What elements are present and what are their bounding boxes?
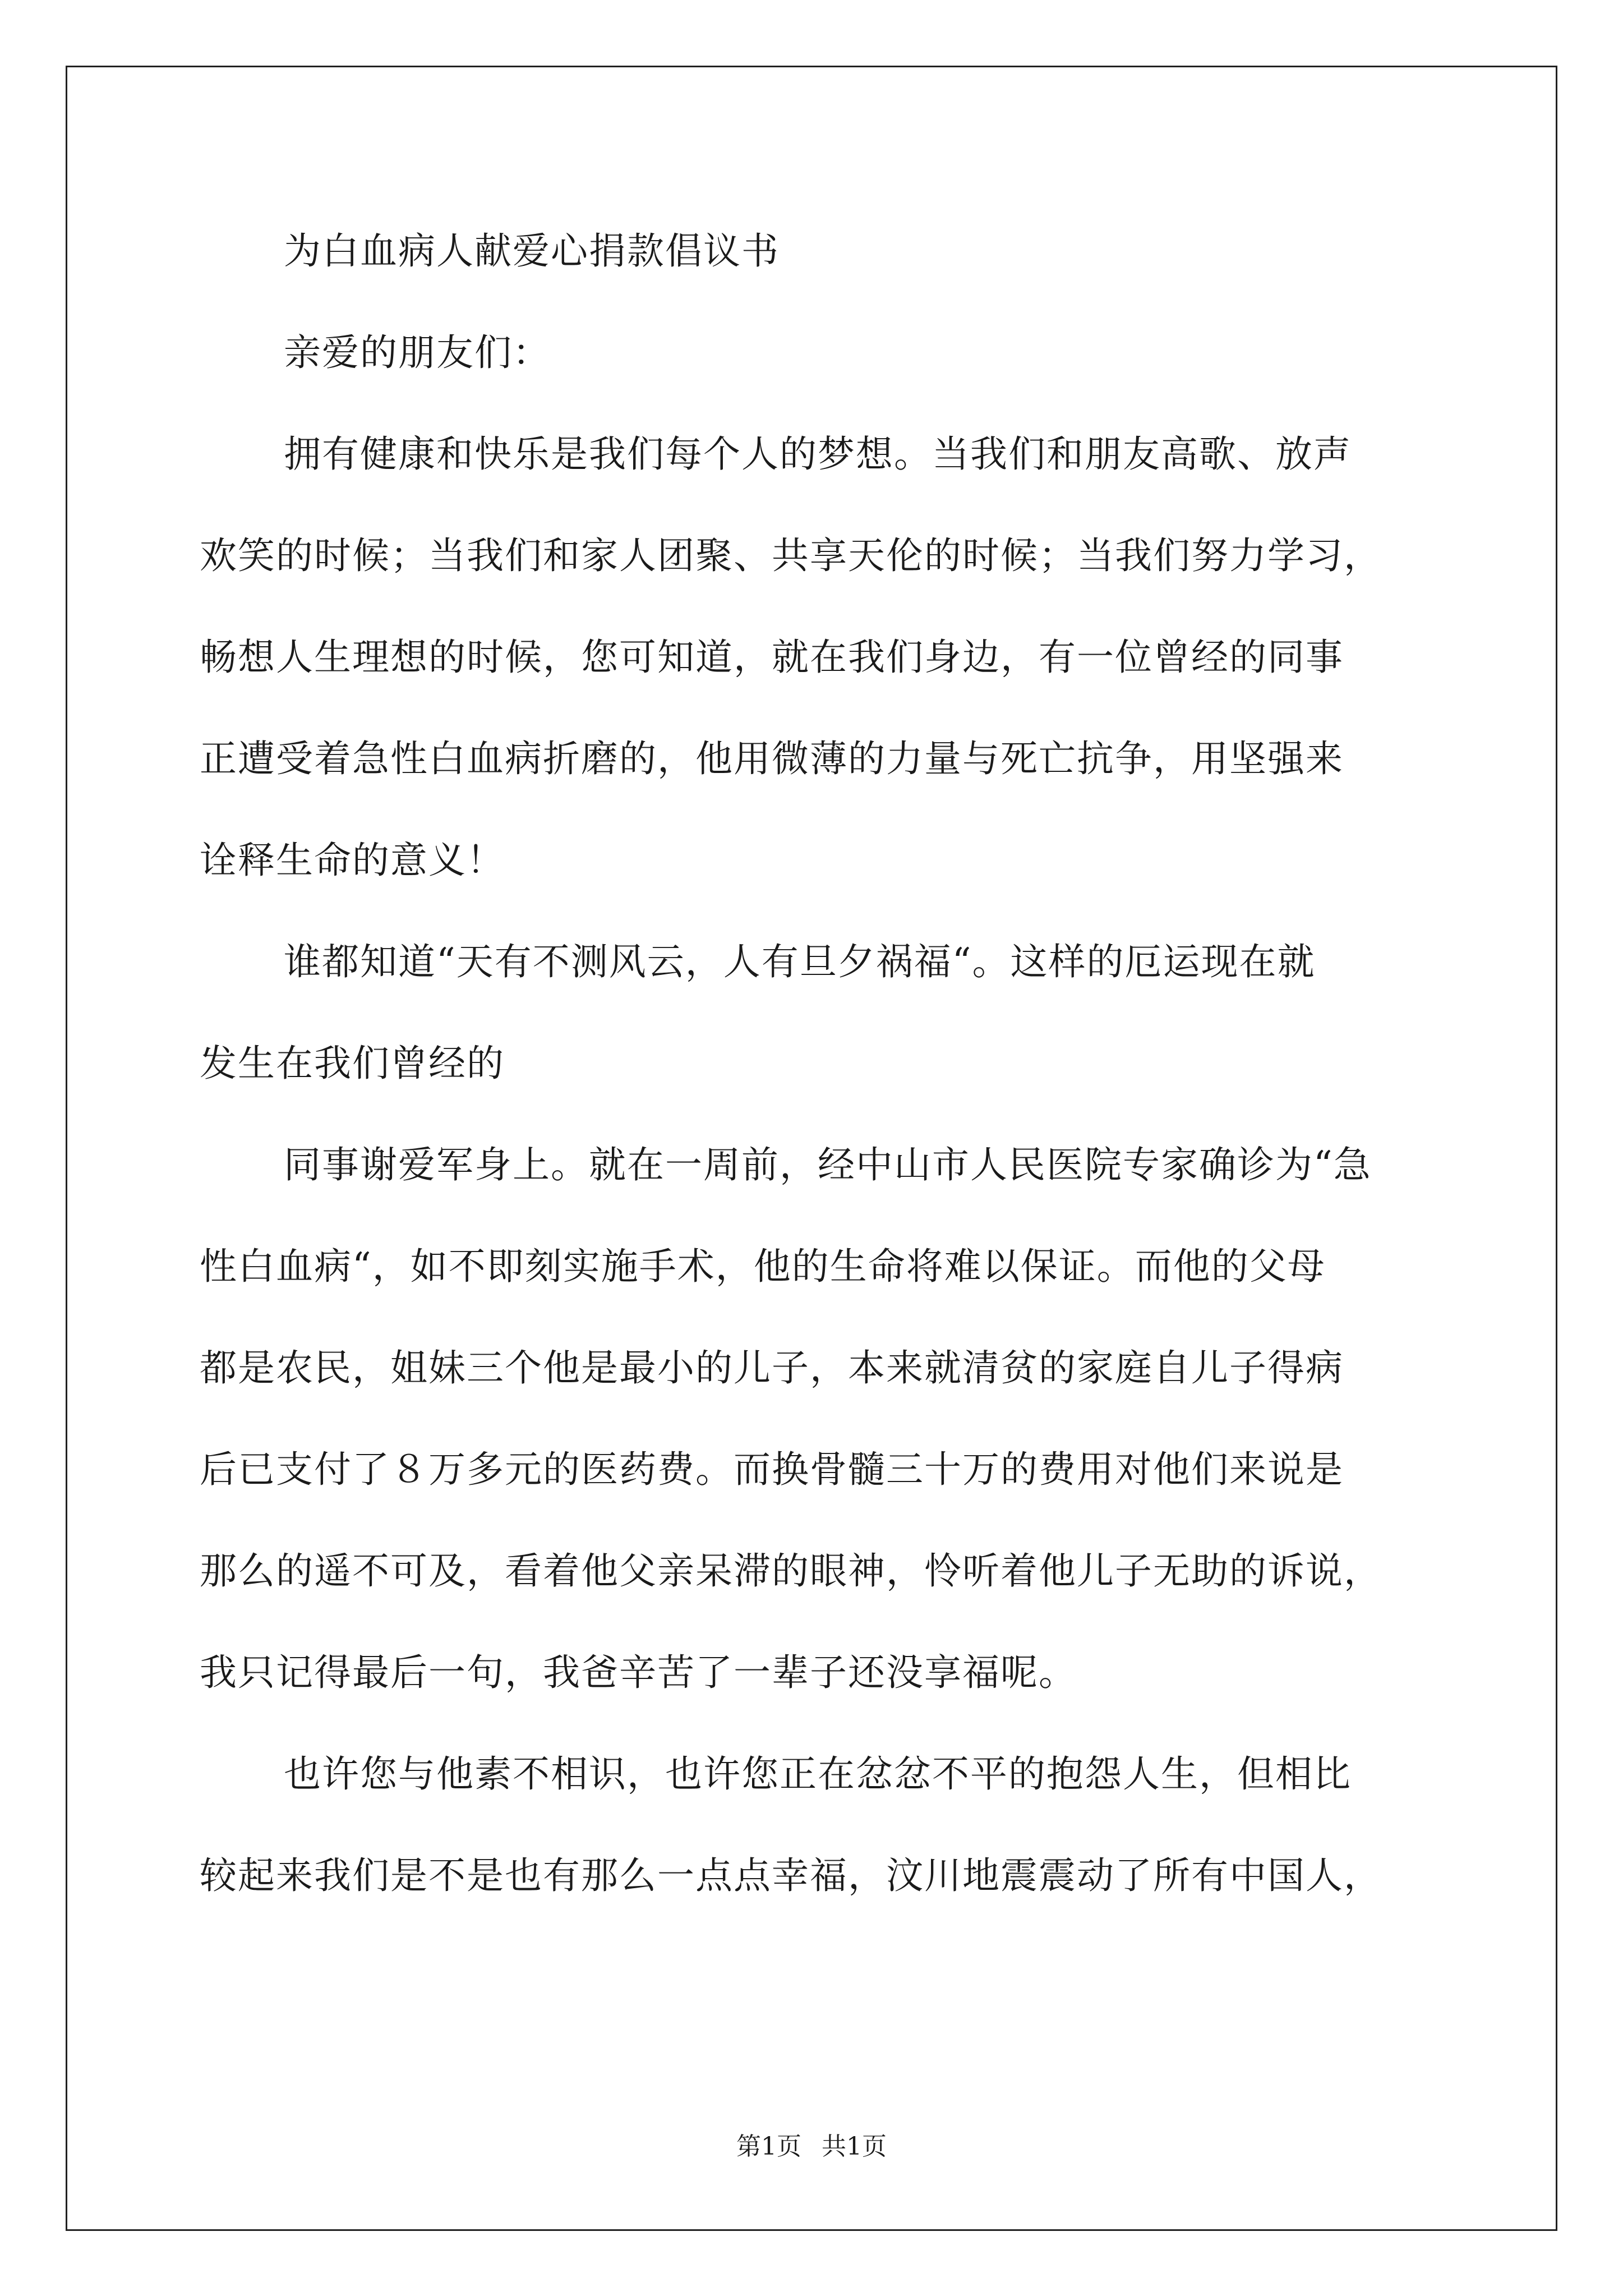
paragraph-line: 拥有健康和快乐是我们每个人的梦想。当我们和朋友高歌、放声 [284, 432, 1352, 476]
page-number: 第1页 [736, 2132, 801, 2161]
paragraph-line: 较起来我们是不是也有那么一点点幸福，汶川地震震动了所有中国人， [200, 1854, 1382, 1897]
paragraph-line: 后已支付了８万多元的医药费。而换骨髓三十万的费用对他们来说是 [200, 1448, 1344, 1491]
paragraph-line: 发生在我们曾经的 [200, 1042, 505, 1085]
paragraph-line: 性白血病“，如不即刻实施手术，他的生命将难以保证。而他的父母 [200, 1245, 1326, 1288]
paragraph-line: 谁都知道“天有不测风云，人有旦夕祸福“。这样的厄运现在就 [284, 940, 1316, 983]
paragraph-line: 欢笑的时候；当我们和家人团聚、共享天伦的时候；当我们努力学习， [200, 534, 1382, 577]
document-body [200, 218, 1423, 1944]
paragraph-line: 畅想人生理想的时候，您可知道，就在我们身边，有一位曾经的同事 [200, 636, 1344, 679]
salutation: 亲爱的朋友们： [284, 331, 551, 374]
document-title: 为白血病人献爱心捐款倡议书 [284, 229, 780, 273]
paragraph-line: 我只记得最后一句，我爸辛苦了一辈子还没享福呢。 [200, 1651, 1077, 1694]
paragraph-line: 同事谢爱军身上。就在一周前，经中山市人民医院专家确诊为“急 [284, 1143, 1372, 1186]
page-total: 共1页 [822, 2132, 887, 2161]
paragraph-line: 那么的遥不可及，看着他父亲呆滞的眼神，怜听着他儿子无助的诉说， [200, 1549, 1382, 1593]
page-footer [0, 2126, 1623, 2162]
paragraph-line: 诠释生命的意义！ [200, 839, 505, 882]
paragraph-line: 都是农民，姐妹三个他是最小的儿子，本来就清贫的家庭自儿子得病 [200, 1346, 1344, 1389]
paragraph-line: 也许您与他素不相识，也许您正在忿忿不平的抱怨人生，但相比 [284, 1752, 1352, 1796]
paragraph-line: 正遭受着急性白血病折磨的，他用微薄的力量与死亡抗争，用坚强来 [200, 737, 1344, 780]
